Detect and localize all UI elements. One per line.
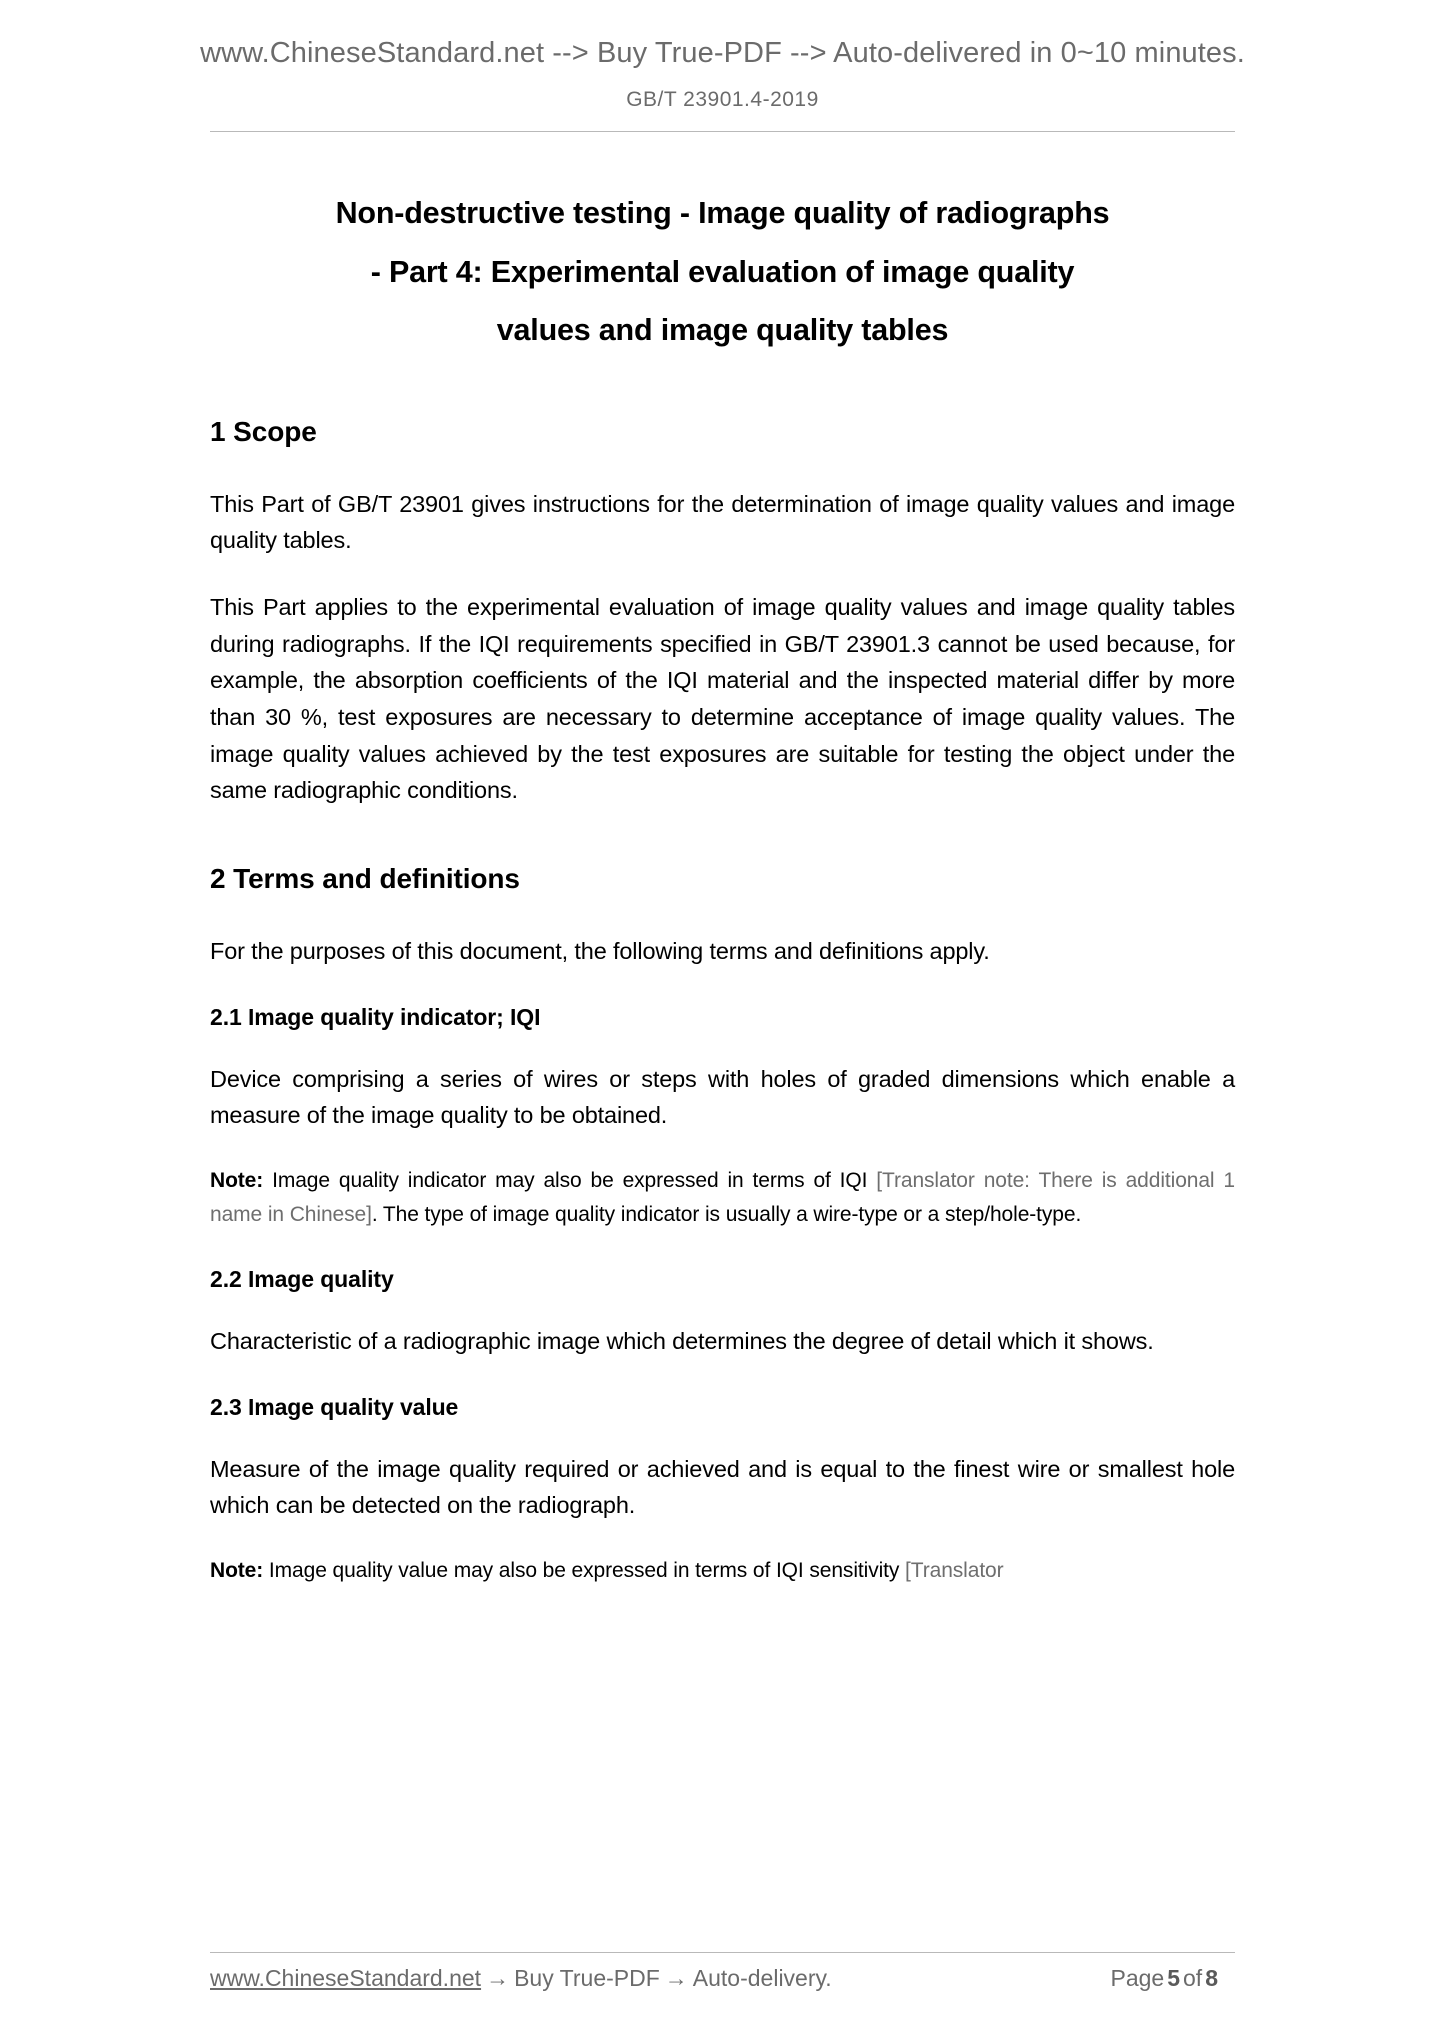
term-heading-2-2: 2.2 Image quality [210,1265,394,1292]
document-content [210,132,1235,1588]
page-title-line-2: - Part 4: Experimental evaluation of image quality [370,254,1075,289]
term-body-2-1: Device comprising a series of wires or steps with holes of graded dimensions which enable a measure of the image quality to be obtained. [210,1065,1235,1129]
page-indicator [1111,1965,1236,1992]
terms-intro-paragraph: For the purposes of this document, the following terms and definitions apply. [210,937,990,964]
note-label-2-1: Note: [210,1168,264,1192]
note-text-2-1-a: Image quality indicator may also be expressed in terms of IQI [272,1168,877,1192]
arrow-right-icon-2: → [664,1965,688,1991]
page-footer [0,1952,1445,1992]
arrow-right-icon: → [486,1965,510,1991]
page-title-line-1: Non-destructive testing - Image quality of radiographs [335,196,1110,230]
footer-buy-label: Buy True-PDF [514,1965,660,1991]
footer-promo [210,1965,1111,1992]
note-text-2-3: Image quality value may also be expressed in terms of IQI sensitivity [268,1558,906,1582]
scope-paragraph-2: This Part applies to the experimental evaluation of image quality values and image quality tables during radiographs. If the IQI requirements specified in GB/T 23901.3 cannot be used because, for example, the absorption coefficients of the IQI material and the inspected material differ by more than 30 %, test exposures are necessary to determine acceptance of image quality values. The image quality values achieved by the test exposures are suitable for testing the object under the same radiographic conditions. [210,593,1235,804]
footer-delivery-label: Auto-delivery. [692,1965,832,1991]
standard-code: GB/T 23901.4-2019 [626,88,819,111]
note-translator-2-1: [Translator note: There is additional 1 name in Chinese] [210,1168,1235,1226]
promo-watermark: www.ChineseStandard.net --> Buy True-PDF --> Auto-delivered in 0~10 minutes. [200,37,1245,69]
scope-paragraph-1: This Part of GB/T 23901 gives instructions for the determination of image quality values and image quality tables. [210,490,1235,554]
section-heading-scope: 1 Scope [210,415,317,447]
term-note-2-3 [210,1524,1235,1588]
page-label: Page [1110,1965,1165,1991]
page-title [210,184,1235,360]
note-translator-2-3: [Translator [905,1558,1004,1582]
page-of-label: of [1183,1965,1203,1991]
page-title-line-3: values and image quality tables [496,313,949,348]
term-heading-2-1: 2.1 Image quality indicator; IQI [210,1003,541,1030]
note-text-2-1-b: . The type of image quality indicator is usually a wire-type or a step/hole-type. [371,1202,1082,1226]
footer-divider [210,1952,1235,1953]
note-label-2-3: Note: [210,1558,264,1582]
term-note-2-1 [210,1134,1235,1232]
term-body-2-3: Measure of the image quality required or achieved and is equal to the finest wire or smallest hole which can be detected on the radiograph. [210,1455,1235,1519]
footer-row [210,1965,1235,1992]
term-heading-2-3: 2.3 Image quality value [210,1393,459,1420]
section-heading-terms: 2 Terms and definitions [210,862,520,894]
page-number: 5 [1167,1965,1181,1991]
term-body-2-2: Characteristic of a radiographic image which determines the degree of detail which it shows. [210,1327,1154,1354]
page-total: 8 [1205,1965,1218,1991]
footer-site-link[interactable]: www.ChineseStandard.net [210,1965,482,1991]
